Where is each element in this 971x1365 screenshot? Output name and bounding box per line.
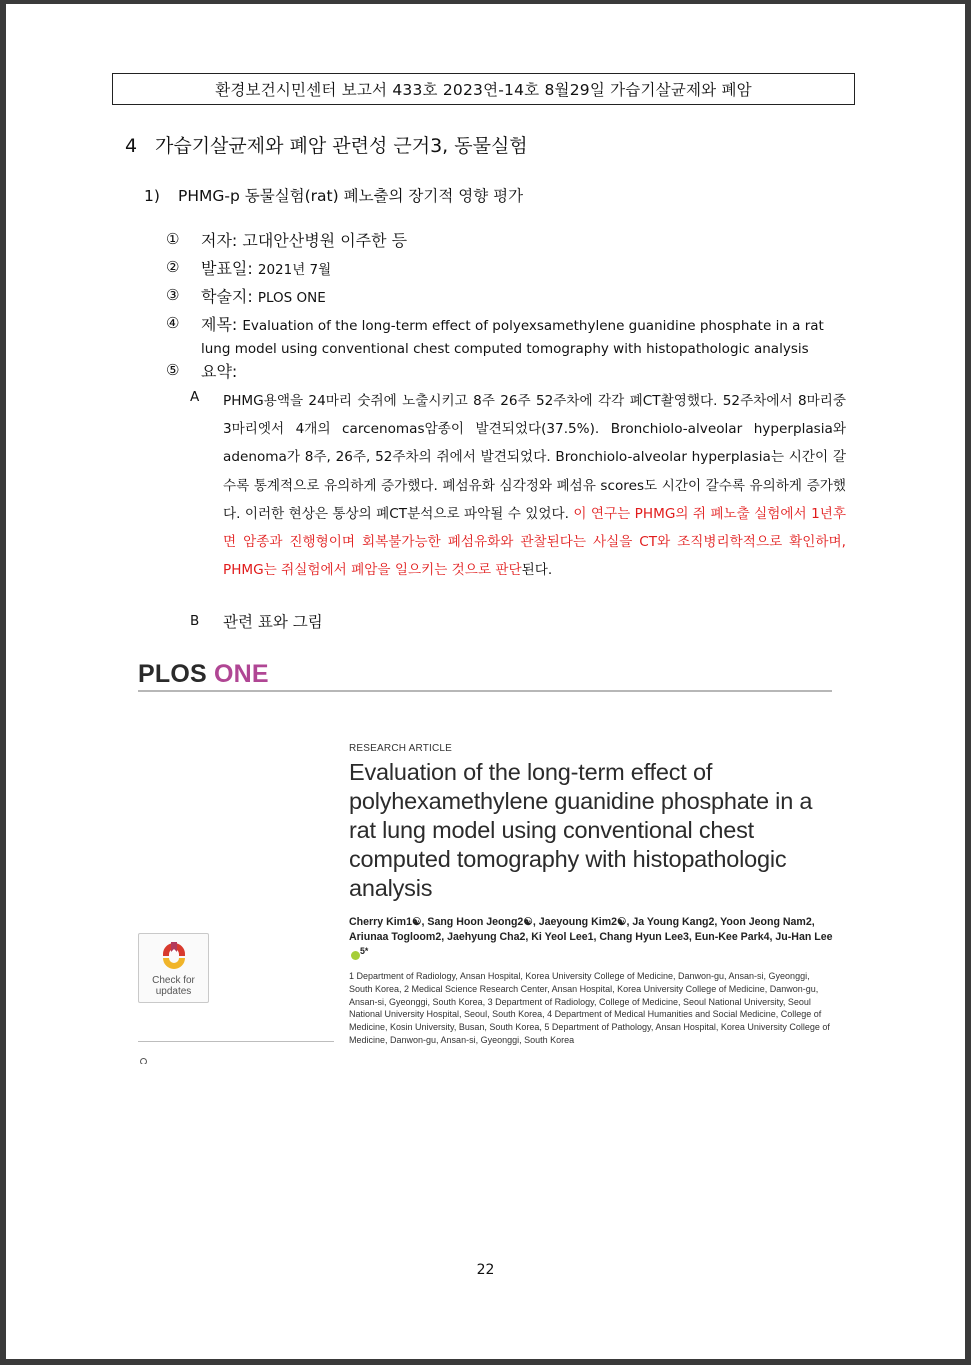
check-for-updates-badge[interactable] (138, 933, 209, 1003)
item-label: 요약: (201, 362, 238, 381)
info-item-date (166, 258, 841, 281)
item-marker: ② (166, 258, 180, 276)
truncated-icon (140, 1058, 149, 1064)
section-number: 4 (125, 135, 138, 157)
orcid-icon[interactable] (351, 951, 360, 960)
subsection-number: 1) (144, 187, 160, 205)
item-value: Evaluation of the long-term effect of polyexsamethylene guanidine phosphate in a rat lung model using conventional chest computed tomography with histopathologic analysis (201, 318, 824, 357)
article-affiliations: 1 Department of Radiology, Ansan Hospital, Korea University College of Medicine, Danwon-gu, Ansan-si, Gyeonggi, South Korea, 2 Medical Science Research Center, Ansan Hospital, Korea University College of Medicine, Danwon-gu, Ansan-si, Gyeonggi, South Korea, 3 Department of Radiology, College of Medicine, Seoul National University, Seoul National University Hospital, Seoul, South Korea, 4 Department of Medical Humanities and Social Medicine, College of Medicine, Kosin University, Busan, South Korea, 5 Department of Pathology, Ansan Hospital, Korea University College of Medicine, Danwon-gu, Ansan-si, Gyeonggi, South Korea (349, 971, 830, 1045)
page-number: 22 (476, 1262, 495, 1278)
item-label: 저자: (201, 231, 243, 250)
summary-text: PHMG용액을 24마리 숫쥐에 노출시키고 8주 26주 52주차에 각각 폐CT촬영했다. 52주차에서 8마리중 3마리엣서 4개의 carcenomas암종이 발견되었다(37.5%). Bronchiolo-alveolar hyperplasia와 adenoma가 8주, 26주, 52주차의 쥐에서 발견되었다. Bronchiolo-alveolar hyperplasia는 시간이 갈수록 통계적으로 유의하게 증가했다. 폐섬유화 심각정와 폐섬유 scores도 시간이 갈수록 유의하게 증가했다. 이러한 현상은 통상의 폐CT분석으로 파악될 수 있었다. (223, 393, 846, 522)
item-value: 고대안산병원 이주한 등 (242, 231, 408, 250)
article-title: Evaluation of the long-term effect of polyhexamethylene guanidine phosphate in a rat lung model using conventional chest computed tomography with histopathologic analysis (349, 759, 813, 901)
article-authors (349, 915, 839, 963)
item-value: 2021년 7월 (257, 262, 332, 278)
report-header-text: 환경보건시민센터 보고서 433호 2023연-14호 8월29일 가습기살균제와 폐암 (215, 81, 752, 99)
item-marker: ④ (166, 314, 180, 332)
section-title: 가습기살균제와 폐암 관련성 근거3, 동물실험 (155, 135, 528, 157)
item-marker: ① (166, 230, 180, 248)
item-value: PLOS ONE (257, 290, 326, 306)
summary-marker: A (190, 389, 200, 405)
related-text: 관련 표와 그림 (223, 613, 323, 631)
info-item-journal (166, 286, 841, 309)
subsection-title: PHMG-p 동물실험(rat) 폐노출의 장기적 영향 평가 (178, 187, 524, 205)
subsection-heading (144, 184, 523, 206)
check-updates-icon (159, 939, 189, 975)
info-item-summary (166, 361, 841, 383)
summary-conclusion-highlight: 이 연구는 PHMG의 쥐 폐노출 실험에서 1년후면 암종과 진행형이며 회복불가능한 폐섬유화와 관찰된다는 사실을 CT와 조직병리학적으로 확인하며, PHMG는 쥐실험에서 폐암을 일으키는 것으로 판단 (223, 505, 846, 579)
author-last-mark: 5* (360, 946, 369, 956)
item-label: 제목: (201, 315, 243, 334)
summary-text-end: 된다. (521, 562, 553, 579)
article-type-label: RESEARCH ARTICLE (349, 743, 453, 754)
logo-divider (138, 690, 832, 692)
item-label: 발표일: (201, 259, 258, 278)
report-header (112, 73, 855, 105)
related-marker: B (190, 613, 200, 629)
related-figures-heading (190, 610, 323, 632)
summary-paragraph (190, 387, 850, 584)
section-heading (125, 131, 528, 158)
info-item-title (166, 314, 841, 360)
plos-one-logo (138, 660, 269, 689)
sidebar-divider (138, 1041, 334, 1042)
logo-plos: PLOS (138, 660, 207, 688)
item-label: 학술지: (201, 287, 258, 306)
logo-one: ONE (214, 660, 269, 688)
check-updates-label: Check for updates (152, 975, 195, 997)
author-list: Cherry Kim1☯, Sang Hoon Jeong2☯, Jaeyoung Kim2☯, Ja Young Kang2, Yoon Jeong Nam2, Ariunaa Togloom2, Jaehyung Cha2, Ki Yeol Lee1, Chang Hyun Lee3, Eun-Kee Park4, Ju-Han Lee (349, 916, 833, 943)
info-item-author (166, 230, 841, 252)
item-marker: ③ (166, 286, 180, 304)
item-marker: ⑤ (166, 361, 180, 379)
